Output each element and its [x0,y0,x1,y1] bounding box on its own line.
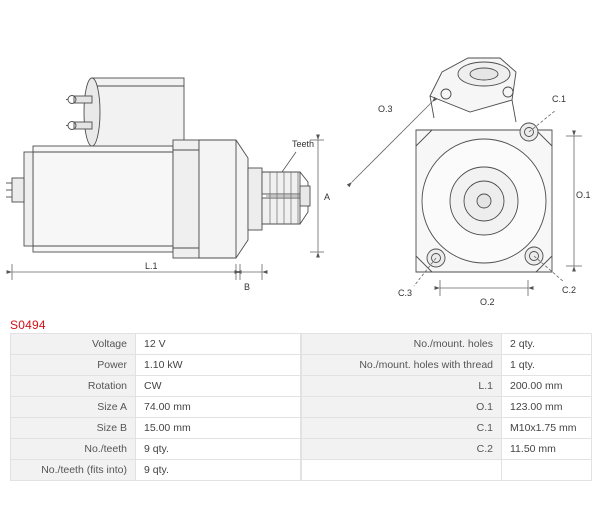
spec-label: O.1 [302,397,502,418]
spec-label-empty [302,460,502,481]
label-o3: O.3 [378,104,393,114]
spec-value: 123.00 mm [502,397,592,418]
spec-label: No./mount. holes with thread [302,355,502,376]
label-o1: O.1 [576,190,591,200]
table-row [302,418,592,439]
table-row [11,334,301,355]
label-teeth: Teeth [292,139,315,149]
dimension-a [310,140,330,252]
spec-value: M10x1.75 mm [502,418,592,439]
spec-label: Size A [11,397,136,418]
spec-value-empty [502,460,592,481]
spec-value: 15.00 mm [136,418,301,439]
table-row [302,334,592,355]
spec-value: 74.00 mm [136,397,301,418]
spec-value: CW [136,376,301,397]
spec-table-right [301,333,592,481]
label-o2: O.2 [480,297,495,307]
spec-label: Voltage [11,334,136,355]
table-row [11,460,301,481]
spec-label: C.1 [302,418,502,439]
spec-value: 9 qty. [136,439,301,460]
spec-value: 12 V [136,334,301,355]
spec-label: No./mount. holes [302,334,502,355]
table-row [302,439,592,460]
spec-label: Power [11,355,136,376]
label-b: B [244,282,251,292]
table-row [11,418,301,439]
spec-label: L.1 [302,376,502,397]
spec-value: 200.00 mm [502,376,592,397]
spec-label: Size B [11,418,136,439]
table-row [302,397,592,418]
table-row [11,376,301,397]
spec-value: 2 qty. [502,334,592,355]
table-row [302,376,592,397]
table-row [11,439,301,460]
teeth-callout [282,139,314,172]
flange-front-view [416,123,552,272]
spec-value: 11.50 mm [502,439,592,460]
spec-label: No./teeth (fits into) [11,460,136,481]
label-c1: C.1 [552,94,567,104]
specifications [10,333,590,481]
spec-value: 9 qty. [136,460,301,481]
part-number: S0494 [10,318,46,332]
dimension-o2 [440,280,528,307]
label-c2: C.2 [562,285,577,295]
dimension-b [240,264,262,292]
label-c3: C.3 [398,288,413,298]
spec-label: C.2 [302,439,502,460]
spec-value: 1 qty. [502,355,592,376]
starter-side-view [6,78,310,258]
spec-label: No./teeth [11,439,136,460]
mounting-bracket-view [430,58,516,122]
label-a: A [324,192,331,202]
table-row [11,355,301,376]
table-row [302,355,592,376]
spec-table-left [10,333,301,481]
spec-value: 1.10 kW [136,355,301,376]
spec-label: Rotation [11,376,136,397]
label-l1: L.1 [145,261,158,271]
dimension-l1 [12,261,236,280]
dimension-o1 [566,136,591,266]
table-row [11,397,301,418]
table-row-empty [302,460,592,481]
